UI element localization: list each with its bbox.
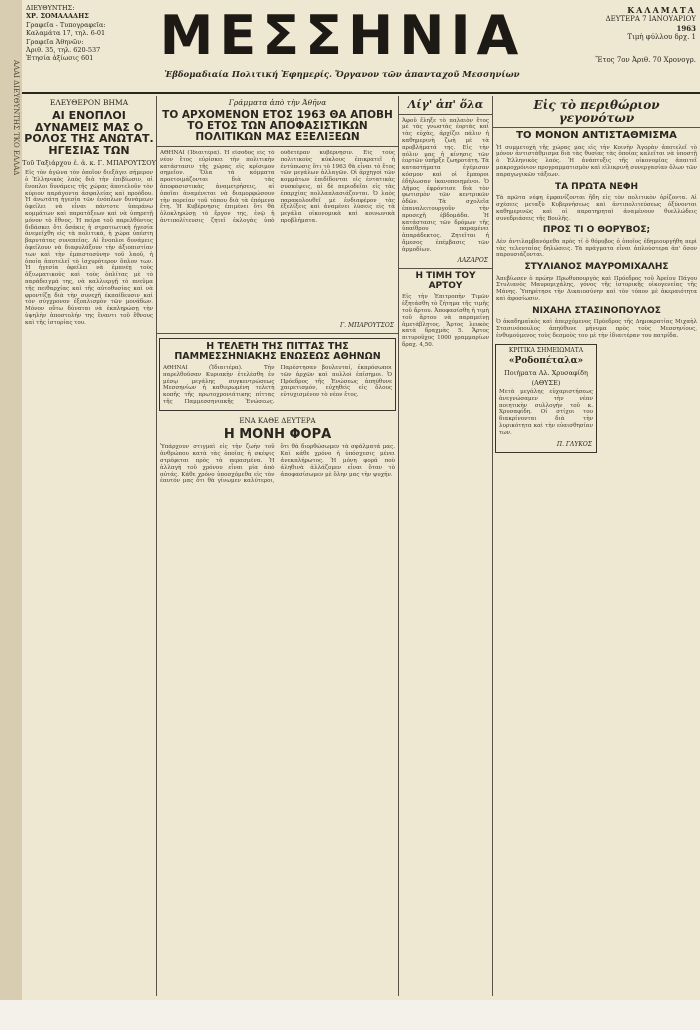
subsection-body: Ἡ συμμετοχὴ τῆς χώρας μας εἰς τὴν Κοινὴν Ἀγορὰν ἀποτελεῖ τὸ μόνον ἀντιστάθμισμα διὰ τὰς θυσίας τὰς ὁποίας καλεῖται νὰ ὑποστῇ ὁ Ἑλληνικὸς λαός. Ἡ ἀνάπτυξις τῆς οἰκονομίας ἀπαιτεῖ μακροχρόνιον προγραμματισμὸν καὶ εἰλικρινῆ συνεργασίαν ὅλων τῶν παραγωγικῶν τάξεων. (496, 144, 698, 178)
director-label: ΔΙΕΥΘΥΝΤΗΣ: (26, 4, 75, 12)
subsection-headline: ΝΙΧΑΗΛ ΣΤΑΣΙΝΟΠΟΥΛΟΣ (532, 305, 661, 316)
divider (493, 127, 700, 128)
section-headline: Εἰς τὸ περιθώριον γεγονότων (533, 98, 660, 125)
article-kicker: ΕΛΕΥΘΕΡΟΝ ΒΗΜΑ (49, 98, 129, 107)
subsection-body: Δὲν ἀντιλαμβανόμεθα πρὸς τί ὁ θόρυβος ὁ ὁποῖος ἐδημιουργήθη περὶ τὰς τελευταίας δηλώσεις. Τὰ πράγματα εἶναι ἁπλούστερα ἀπ' ὅσον παρουσιάζονται. (496, 238, 697, 259)
margin-events-section (493, 96, 700, 996)
column-kicker: ΕΝΑ ΚΑΘΕ ΔΕΥΤΕΡΑ (239, 416, 316, 425)
edge-text: ΑΛΑΙ ΔΙΕΥΘΥΝΤΗΣ ΤΚΟ ΕΛΛΑΔ (12, 60, 20, 176)
adjacent-page-edge (0, 0, 23, 1030)
divider (157, 146, 398, 147)
box-tag: (ΑΘΥΣΕ) (531, 379, 561, 388)
bread-price-headline: Η ΤΙΜΗ ΤΟΥ ΑΡΤΟΥ (415, 271, 476, 291)
director-name: ΧΡ. ΣΟΜΑΛΑΔΗΣ (26, 12, 89, 21)
newspaper-title: ΜΕΣΣΗΝΙΑ (159, 4, 525, 67)
front-page-sheet (22, 0, 700, 1000)
athens-offices-label: Γραφεῖα Ἀθηνῶν: (26, 37, 84, 46)
box-subtitle: Ποιήματα Αλ. Χρυσαφίδη (504, 369, 588, 378)
athens-offices-address: Ἀριθ. 35, τηλ. 620-537 (26, 46, 101, 55)
divider (399, 114, 492, 115)
subsection-headline: ΤΟ ΜΟΝΟΝ ΑΝΤΙΣΤΑΘΜΙΣΜΑ (516, 130, 677, 142)
box-kicker: ΚΡΙΤΙΚΑ ΣΗΜΕΙΩΜΑΤΑ (508, 346, 584, 354)
article-pita-ceremony (159, 338, 396, 411)
newspaper-subtitle: Ἑβδομαδιαία Πολιτική Ἐφημερίς. Ὄργανον τῶν ἁπανταχοῦ Μεσσηνίων (164, 70, 520, 80)
issue-date: ΔΕΥΤΕΡΑ 7 ΙΑΝΟΥΑΡΙΟΥ (605, 15, 696, 23)
offices-address: Καλαμάτα 17, τηλ. 6-01 (26, 29, 106, 38)
bread-price-body: Εἰς τὴν Ἐπιτροπὴν Τιμῶν ἐξητάσθη τὸ ζήτημα τῆς τιμῆς τοῦ ἄρτου. Ἀποφασίσθη ἡ τιμὴ τοῦ ἄρτου νὰ παραμείνῃ ἀμετάβλητος. Ἄρτος λευκὸς κατὰ δραχμὰς 5. Ἄρτος πιτυροῦχος 1000 γραμμαρίων δραχ. 4,50. (402, 294, 489, 348)
box-body: Μετὰ μεγάλης εὐχαριστήσεως ἀνεγνώσαμεν τὴν νέαν ποιητικὴν συλλογὴν τοῦ κ. Χρυσαφίδη. Οἱ στίχοι του διακρίνονται διὰ τὴν λυρικότητα καὶ τὴν εὐαισθησίαν των. (499, 389, 593, 436)
critical-notes-box (495, 344, 597, 453)
subsection-headline: ΠΡΟΣ ΤΙ Ο ΘΟΡΥΒΟΣ; (542, 225, 651, 236)
subscription-info: Ἐτησία ἀξίωσις 601 (26, 54, 94, 63)
subsection-body: Ἀπεβίωσεν ὁ πρώην Πρωθυπουργὸς καὶ Πρόεδρος τοῦ Ἀρείου Πάγου Στυλιανὸς Μαυρομιχάλης, γόνος τῆς ἱστορικῆς οἰκογενείας τῆς Μάνης. Ὑπηρέτησε τὴν Δικαιοσύνην καὶ τὸν τόπον μὲ ἀκεραιότητα καὶ ἀφοσίωσιν. (496, 275, 697, 302)
column-body: Ὑπάρχουν στιγμαὶ εἰς τὴν ζωὴν τοῦ ἀνθρώπου κατὰ τὰς ὁποίας ἡ σκέψις στρέφεται πρὸς τὰ περασμένα. Ἡ ἀλλαγὴ τοῦ χρόνου εἶναι μία ἀπὸ αὐτάς. Κάθε χρόνο ὑποσχόμεθα εἰς τὸν ἑαυτόν μας ὅτι θὰ γίνωμεν καλύτεροι, ὅτι θὰ διορθώσωμεν τὰ σφάλματά μας. Καὶ κάθε χρόνο ἡ ὑπόσχεσις μένει ἀνεκπλήρωτος. Ἡ μόνη φορά ποὺ ἀληθινὰ ἀλλάζομεν εἶναι ὅταν τὸ ἀποφασίσωμεν μὲ ὅλην μας τὴν ψυχήν. (160, 444, 395, 485)
issue-price: Τιμὴ φύλλου δρχ. 1 (627, 33, 696, 41)
article-body: Εἰς τὸν ἀγῶνα τὸν ὁποῖον διεξάγει σήμερον ὁ Ἐλληνικὸς λαὸς διὰ τὴν ἐπιβίωσιν, αἱ ἔνοπλοι δυνάμεις τῆς χώρας ἀποτελοῦν τὸν κύριον παράγοντα ἀσφαλείας καὶ προόδου. Ἡ ἀνωτάτη ἡγεσία τῶν ἐνόπλων δυνάμεων ὀφείλει νὰ εἶναι πάντοτε ὑπεράνω κομμάτων καὶ παρατάξεων καὶ νὰ ὑπηρετῇ μόνον τὸ ἔθνος. Ἡ πείρα τοῦ παρελθόντος διδάσκει ὅτι ὅσάκις ἡ στρατιωτικὴ ἡγεσία ἀνεμείχθη εἰς τὰ πολιτικὰ, ἡ χώρα ὑπέστη βαρυτάτας συνεπείας. Αἱ ἔνοπλοι δυνάμεις ὀφείλουν νὰ διαφυλάξουν τὴν ἀξιοπιστίαν των καὶ τὴν ἐμπιστοσύνην τοῦ λαοῦ, ἡ ὁποία ἀποτελεῖ τὸ ἰσχυρότερον ὅπλον των. Ἡ ἡγεσία ὀφείλει νὰ ἐμπνέῃ τοὺς ἀξιωματικοὺς καὶ τοὺς ὁπλίτας μὲ τὸ παράδειγμά της, νὰ καλλιεργῇ τὸ πνεῦμα τῆς πειθαρχίας καὶ τῆς αὐτοθυσίας καὶ νὰ φροντίζῃ διὰ τὴν συνεχῆ ἐκπαίδευσιν καὶ τὸν σύγχρονον ἐξοπλισμὸν τῶν μονάδων. Μόνον οὕτω δύναται νὰ ἐκπληρώσῃ τὴν ὑψηλὴν ἀποστολήν της ἔναντι τοῦ ἔθνους καὶ τῆς ἱστορίας του. (25, 170, 153, 326)
masthead-left-info (26, 4, 122, 63)
article-byline: Τοῦ Ταξιάρχου ἐ. ἀ. κ. Γ. ΜΠΑΡΟΥΤΣΟΥ (22, 159, 156, 168)
issue-year: 1963 (676, 24, 696, 33)
article-a-bit-of-everything (399, 96, 492, 996)
offices-label: Γραφεῖα - Τυπογραφεῖα: (26, 20, 106, 29)
article-armed-forces (22, 96, 156, 996)
divider (157, 333, 398, 334)
issue-number: Ἔτος 7ον Ἀριθ. 70 Χρονογρ. (595, 56, 696, 64)
article-body: Ἀφοῦ ἔληξε τὸ παλαιὸν ἔτος μὲ τὰς γνωστὰς ἑορτὰς καὶ τὰς εὐχὰς, ἀρχίζει πάλιν ἡ καθημερινὴ ζωὴ μὲ τὰ προβλήματά της. Εἰς τὴν πόλιν μας ἡ κίνησις τῶν ἑορτῶν ὑπῆρξε ζωηροτάτη. Τὰ καταστήματα ἐγέμισαν κόσμον καὶ οἱ ἔμποροι ἐδήλωσαν ἱκανοποιημένοι. Ὁ Δῆμος ἐφρόντισε διὰ τὸν φωτισμὸν τῶν κεντρικῶν ὁδῶν. Τὰ σχολεῖα ἐπαναλειτουργοῦν τὴν προσεχῆ ἑβδομάδα. Ἡ κατάστασις τῶν δρόμων τῆς ὑπαίθρου παραμένει ἀπαράδεκτος. Ζητεῖται ἡ ἄμεσος ἐπέμβασις τῶν ἁρμοδίων. (402, 117, 489, 253)
article-kicker: Γράμματα ἀπὸ τὴν Ἀθῆνα (228, 98, 327, 107)
article-signature: Γ. ΜΠΑΡΟΥΤΣΟΣ (339, 322, 394, 330)
box-title: «Ροδοπέταλα» (508, 355, 584, 366)
subsection-headline: ΣΤΥΛΙΑΝΟΣ ΜΑΥΡΟΜΙΧΑΛΗΣ (524, 262, 669, 273)
article-signature: ΛΑΖΑΡΟΣ (457, 257, 488, 265)
column-headline: Η ΜΟΝΗ ΦΟΡΑ (223, 426, 332, 442)
subsection-body: Ὁ ἀκαδημαϊκὸς καὶ ἀπερχόμενος Πρόεδρος τῆς Δημοκρατίας Μιχαὴλ Στασινόπουλος ἀπηύθυνε μήνυμα πρὸς τοὺς Μεσσηνίους, ἐνθυμούμενος τοὺς δεσμοὺς του μὲ τὴν ἰδιαιτέραν του πατρίδα. (496, 319, 697, 339)
divider (399, 268, 492, 269)
article-body: ΑΘΗΝΑΙ (Ἰδιαιτέρα). Τὴν παρελθοῦσαν Κυριακὴν ἐτελέσθη ἐν μέσῳ μεγάλης συγκεντρώσεως Μεσσηνίων ἡ καθιερωμένη τελετὴ κοπῆς τῆς πρωτοχρονιάτικης πίττας τῆς Παμμεσσηνιακῆς Ἑνώσεως. Παρέστησαν βουλευταί, ἐκπρόσωποι τῶν ἀρχῶν καὶ πολλοὶ ἐπίσημοι. Ὁ Πρόεδρος τῆς Ἑνώσεως ἀπηύθυνε χαιρετισμόν, εὐχηθεὶς εἰς ὅλους εὐτυχισμένον τὸ νέον ἔτος. (163, 364, 392, 405)
city-name: ΚΑΛΑΜΑΤΑ (627, 5, 696, 15)
masthead-right-info (566, 6, 696, 65)
article-athens-letter (157, 96, 398, 996)
subsection-body: Τὰ πρῶτα νέφη ἐμφανίζονται ἤδη εἰς τὸν πολιτικὸν ὁρίζοντα. Αἱ σχέσεις μεταξὺ Κυβερνήσεως καὶ ἀντιπολιτεύσεως ὀξύνονται καθημερινῶς καὶ οἱ παρατηρηταὶ ἀναμένουν θυελλώδεις συνεδριάσεις τῆς Βουλῆς. (496, 195, 697, 222)
article-body: ΑΘΗΝΑΙ (Ἰδιαιτέρα). Ἡ εἴσοδος εἰς τὸ νέον ἔτος εὑρίσκει τὴν πολιτικὴν κατάστασιν τῆς χώρας εἰς κρίσιμον σημεῖον. Ὅλα τὰ κόμματα προετοιμάζονται διὰ τὰς ἀποφασιστικὰς ἀναμετρήσεις, αἱ ὁποῖαι ἀναμένεται νὰ διαμορφώσουν τὴν πορείαν τοῦ τόπου διὰ τὰ ἐπόμενα ἔτη. Ἡ Κυβέρνησις ἐπιμένει ὅτι θὰ ὁλοκληρώσῃ τὸ ἔργον της, ἐνῷ ἡ ἀντιπολίτευσις ζητεῖ ἐκλογὰς ὑπὸ οὐδετέραν κυβέρνησιν. Εἰς τοὺς πολιτικοὺς κύκλους ἐπικρατεῖ ἡ ἐντύπωσις ὅτι τὸ 1963 θὰ εἶναι τὸ ἔτος τῶν μεγάλων ἀλλαγῶν. Οἱ ἀρχηγοὶ τῶν κομμάτων ἐπιδίδονται εἰς ἐντατικὰς συσκέψεις, αἱ δὲ περιοδεῖαι εἰς τὰς ἐπαρχίας πολλαπλασιάζονται. Ὁ λαὸς παρακολουθεῖ μὲ ἐνδιαφέρον τὰς ἐξελίξεις καὶ ἀναμένει λύσεις εἰς τὰ μεγάλα οἰκονομικὰ καὶ κοινωνικὰ προβλήματα. (160, 150, 395, 225)
article-headline: Λίγ' ἀπ' ὅλα (407, 98, 484, 111)
scan-margin (0, 1000, 700, 1030)
box-signature: Π. ΓΛΥΚΟΣ (556, 440, 592, 448)
article-headline: ΑΙ ΕΝΟΠΛΟΙ ΔΥΝΑΜΕΙΣ ΜΑΣ Ο ΡΟΛΟΣ ΤΗΣ ΑΝΩΤΑΤ. ΗΓΕΣΙΑΣ ΤΩΝ (24, 109, 154, 157)
article-headline: Η ΤΕΛΕΤΗ ΤΗΣ ΠΙΤΤΑΣ ΤΗΣ ΠΑΜΜΕΣΣΗΝΙΑΚΗΣ ΕΝΩΣΕΩΣ ΑΘΗΝΩΝ (174, 341, 381, 363)
article-headline: ΤΟ ΑΡΧΟΜΕΝΟΝ ΕΤΟΣ 1963 ΘΑ ΑΠΟΒΗ ΤΟ ΕΤΟΣ ΤΩΝ ΑΠΟΦΑΣΙΣΤΙΚΩΝ ΠΟΛΙΤΙΚΩΝ ΜΑΣ ΕΞΕΛΙΞΕΩΝ (162, 109, 393, 144)
masthead (22, 0, 700, 94)
subsection-headline: ΤΑ ΠΡΩΤΑ ΝΕΦΗ (554, 181, 639, 192)
